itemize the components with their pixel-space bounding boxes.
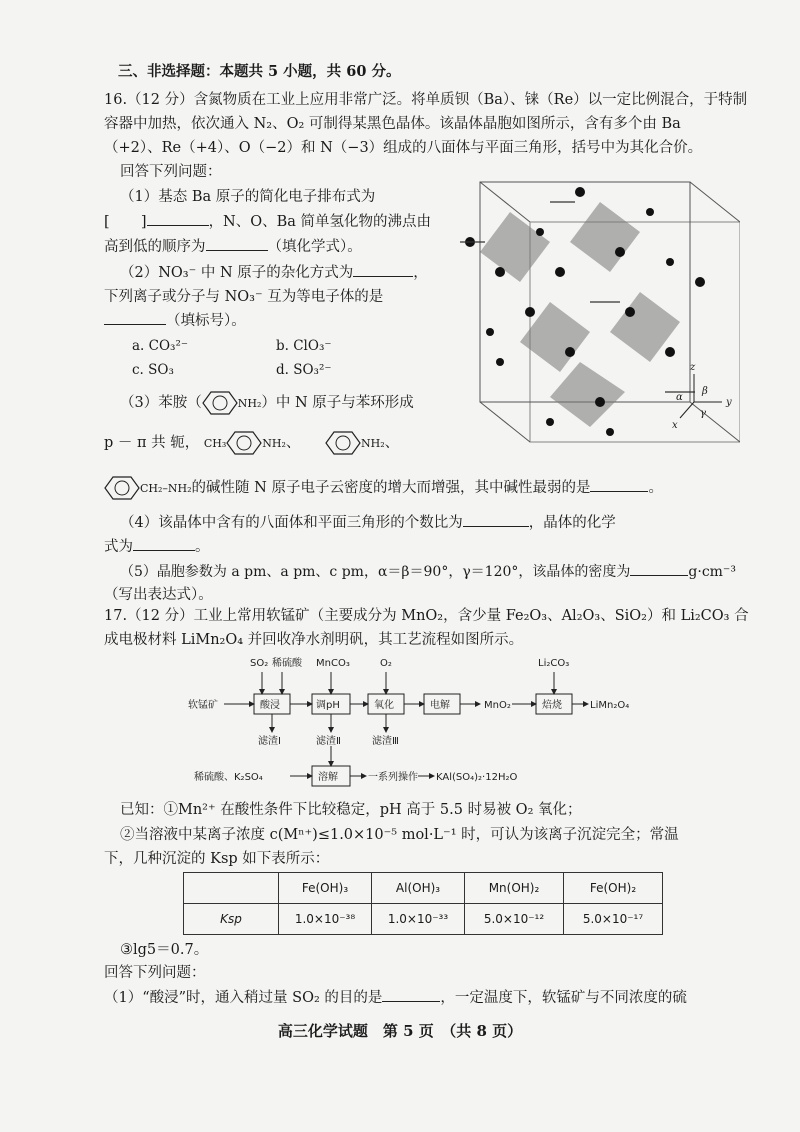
q16-p1-b-tail: ，N、O、Ba 简单氢化物的沸点由 [208,214,432,230]
q16-p4-a-text: （4）该晶体中含有的八面体和平面三角形的个数比为 [120,515,463,531]
crystal-structure-figure [440,162,740,462]
q16-p1-c-tail: （填化学式）。 [267,239,362,255]
q16-answer-prompt: 回答下列问题： [120,164,222,180]
step-dissolve: 溶解 [318,772,338,783]
separator: 、 [285,435,301,451]
table-cell: 1.0×10⁻³³ [372,904,465,935]
series-operations: 一系列操作 [368,772,418,783]
table-cell: 5.0×10⁻¹⁷ [564,904,663,935]
q16-p2-b: 下列离子或分子与 NO₃⁻ 互为等电子体的是 [104,289,384,305]
answer-blank[interactable] [382,987,440,1002]
benzene-ring-icon [325,430,361,456]
step-roast: 焙烧 [542,700,562,711]
answer-blank[interactable] [630,561,688,576]
q16-p2-c [104,310,246,331]
table-row-label: Ksp [184,904,279,935]
table-header-cell [184,873,279,904]
ch2nh2-label: CH₂–NH₂ [140,482,192,495]
nh2-label: NH₂ [262,437,286,450]
q16-p5-a [120,561,736,582]
section-header: 三、非选择题：本题共 5 小题，共 60 分。 [118,63,401,80]
table-cell: 1.0×10⁻³⁸ [279,904,372,935]
axis-z-label: z [690,362,696,373]
q17-known4: ③lg5＝0.7。 [120,942,209,958]
bracket-left: [ [104,214,110,230]
q16-p1-a: （1）基态 Ba 原子的简化电子排布式为 [120,189,376,205]
ksp-table [183,872,663,935]
nh2-label: NH₂ [237,397,262,410]
answer-blank[interactable] [104,310,166,325]
q16-p1-c-text: 高到低的顺序为 [104,239,206,255]
q17-known1: 已知：①Mn²⁺ 在酸性条件下比较稳定，pH 高于 5.5 时易被 O₂ 氧化； [120,802,582,818]
q17-p1 [104,987,687,1008]
q16-line2: 容器中加热，依次通入 N₂、O₂ 可制得某黑色晶体。该晶体晶胞如图所示，含有多个由 Ba [104,116,681,132]
q17-known3: 下，几种沉淀的 Ksp 如下表所示： [104,851,330,867]
q16-p3-a-head: （3）苯胺（ [120,395,202,411]
input-acid: 稀硫酸 [272,658,302,669]
q17-line1: 17.（12 分）工业上常用软锰矿（主要成分为 MnO₂，含少量 Fe₂O₃、Al₂O₃、SiO₂）和 Li₂CO₃ 合 [104,608,749,624]
q16-p5-a-text: （5）晶胞参数为 a pm、a pm、c pm，α＝β＝90°，γ＝120°，该晶体的密度为 [120,564,631,580]
q16-p3-b-head: p － π 共 轭， [104,435,200,451]
q17-p1-text: （1）“酸浸”时，通入稍过量 SO₂ 的目的是 [104,990,383,1006]
q16-p3-c-end: 。 [648,480,663,496]
step-acid-leach: 酸浸 [260,700,280,711]
input-mnco3: MnCO₃ [316,658,350,669]
q16-line3: （+2）、Re（+4）、O（−2）和 N（−3）组成的八面体与平面三角形，括号中为其化合价。 [104,140,703,156]
table-cell: 5.0×10⁻¹² [465,904,564,935]
option-a: a. CO₃²⁻ [132,338,188,354]
q16-p2-a-text: （2）NO₃⁻ 中 N 原子的杂化方式为 [120,265,354,281]
step-electrolysis: 电解 [430,700,450,711]
q17-line2: 成电极材料 LiMn₂O₄ 并回收净水剂明矾，其工艺流程如图所示。 [104,632,524,648]
benzene-ring-icon [202,390,238,416]
q16-p1-b [104,211,431,232]
q16-p4-a [120,512,616,533]
q16-p3-c-tail: 的碱性随 N 原子电子云密度的增大而增强，其中碱性最弱的是 [191,480,591,496]
benzene-ring-icon [226,430,262,456]
q16-p5-a-tail: g·cm⁻³ [688,564,736,580]
table-header-cell: Mn(OH)₂ [465,873,564,904]
raw-material: 软锰矿 [188,700,218,711]
input-li2co3: Li₂CO₃ [538,658,570,669]
axis-beta-label: β [702,386,708,397]
option-c: c. SO₃ [132,362,174,378]
option-b: b. ClO₃⁻ [276,338,332,354]
input-so2: SO₂ [250,658,269,669]
q16-p4-a-tail: ，晶体的化学 [528,515,616,531]
product-limn2o4: LiMn₂O₄ [590,700,630,711]
table-header-cell: Al(OH)₃ [372,873,465,904]
option-d: d. SO₃²⁻ [276,362,332,378]
separator: 、 [384,435,400,451]
product-alum: KAl(SO₄)₂·12H₂O [436,772,518,783]
axis-gamma-label: γ [700,408,706,419]
q17-p1-tail: ，一定温度下，软锰矿与不同浓度的硫 [440,990,687,1006]
q16-p2-a-tail: ， [413,265,428,281]
q16-p5-b: （写出表达式）。 [104,587,213,603]
q16-p3-c [104,475,663,501]
q17-known2: ②当溶液中某离子浓度 c(Mⁿ⁺)≤1.0×10⁻⁵ mol·L⁻¹ 时，可认为该离子沉淀完全；常温 [120,827,679,843]
table-header-cell: Fe(OH)₃ [279,873,372,904]
axis-x-label: x [672,420,678,431]
input-o2: O₂ [380,658,392,669]
answer-blank[interactable] [353,262,413,277]
q17-answer-prompt: 回答下列问题： [104,965,206,981]
q16-line1: 16.（12 分）含氮物质在工业上应用非常广泛。将单质钡（Ba）、铼（Re）以一定比例混合，于特制 [104,92,748,108]
axis-alpha-label: α [676,392,683,403]
q16-p1-c [104,236,362,257]
nh2-label: NH₂ [361,437,385,450]
reagents-dissolve: 稀硫酸、K₂SO₄ [194,772,263,783]
page-footer: 高三化学试题 第 5 页 （共 8 页） [277,1022,523,1040]
answer-blank[interactable] [463,512,529,527]
ch3-label: CH₃ [203,437,227,450]
table-header-cell: Fe(OH)₂ [564,873,663,904]
intermediate-mno2: MnO₂ [484,700,511,711]
answer-blank[interactable] [147,211,209,226]
table-header-row [184,873,663,904]
q16-p2-c-tail: （填标号）。 [166,313,246,329]
answer-blank[interactable] [590,477,648,492]
q16-p4-b-tail: 。 [195,539,210,555]
table-row [184,904,663,935]
step-oxidize: 氧化 [374,700,394,711]
q16-p3-a [120,390,414,416]
q16-p3-a-tail: ）中 N 原子与苯环形成 [261,395,414,411]
answer-blank[interactable] [133,536,195,551]
q16-p4-b-text: 式为 [104,539,133,555]
residue-3: 滤渣Ⅲ [372,736,399,747]
step-adjust-ph: 调pH [316,700,340,711]
process-flow-diagram [180,650,640,820]
residue-1: 滤渣Ⅰ [258,736,281,747]
residue-2: 滤渣Ⅱ [316,736,341,747]
benzene-ring-icon [104,475,140,501]
bracket-right: ] [140,214,147,230]
q16-p4-b [104,536,210,557]
axis-y-label: y [726,397,732,408]
q16-p2-a [120,262,428,283]
answer-blank[interactable] [206,236,268,251]
q16-p3-b [104,430,399,456]
